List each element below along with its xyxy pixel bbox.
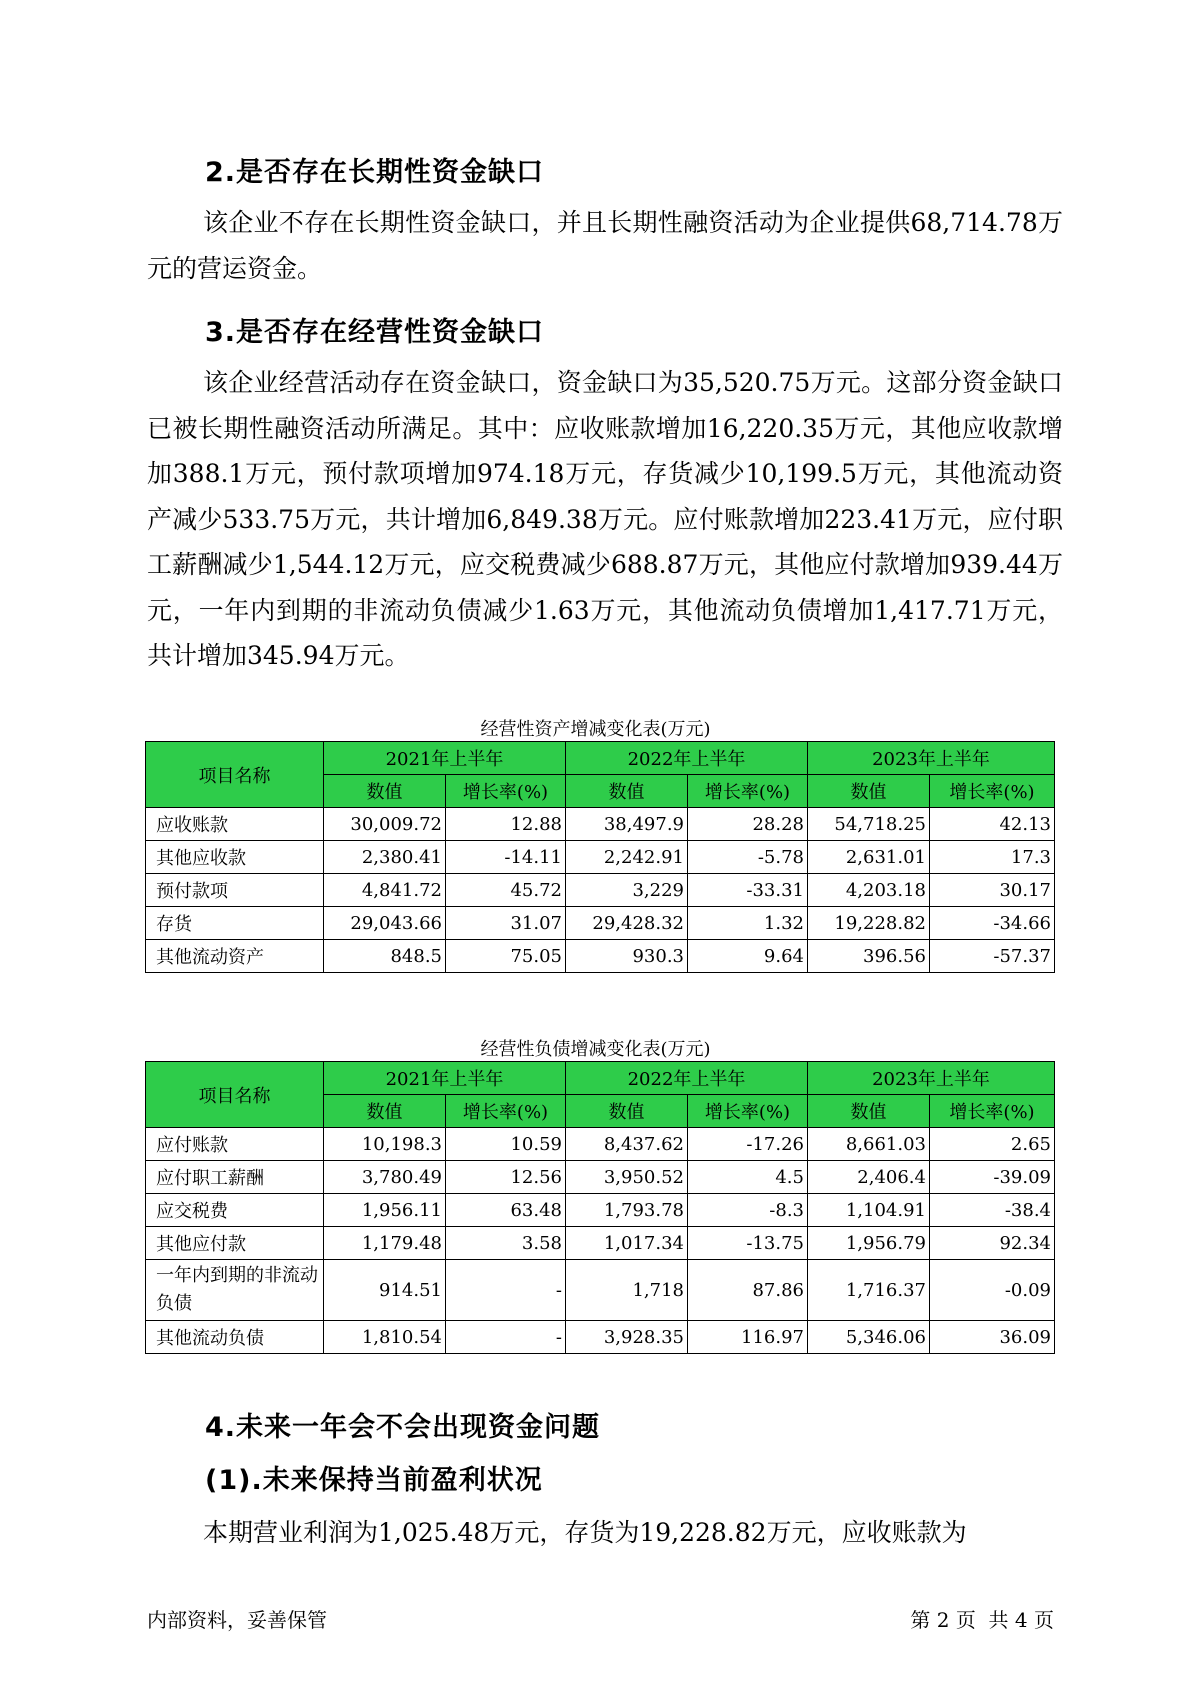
table-subheader: 增长率(%) [930,1095,1055,1128]
row-value: 116.97 [688,1321,808,1354]
section-4-heading: 4.未来一年会不会出现资金问题 [205,1412,601,1443]
row-label: 存货 [146,907,324,940]
table-header-period: 2022年上半年 [566,1062,808,1095]
row-value: 1,716.37 [808,1260,930,1321]
row-value: 87.86 [688,1260,808,1321]
table-subheader: 增长率(%) [930,775,1055,808]
table-subheader: 数值 [808,1095,930,1128]
row-value: -38.4 [930,1194,1055,1227]
row-value: 5,346.06 [808,1321,930,1354]
row-value: 1,956.79 [808,1227,930,1260]
row-label: 预付款项 [146,874,324,907]
table-header-item: 项目名称 [146,1062,324,1128]
row-value: 54,718.25 [808,808,930,841]
row-value: 1,793.78 [566,1194,688,1227]
row-value: 2,380.41 [324,841,446,874]
table1-body [146,808,1055,973]
row-value: 930.3 [566,940,688,973]
table-header-period: 2021年上半年 [324,1062,566,1095]
row-value: 1.32 [688,907,808,940]
table-row [146,874,1055,907]
row-value: 10,198.3 [324,1128,446,1161]
row-value: 1,104.91 [808,1194,930,1227]
row-value: 2,406.4 [808,1161,930,1194]
table-row [146,1321,1055,1354]
table-subheader: 增长率(%) [688,1095,808,1128]
row-value: 45.72 [446,874,566,907]
table-row [146,1227,1055,1260]
row-value: -5.78 [688,841,808,874]
footer-note: 内部资料，妥善保管 [147,1608,327,1632]
row-label: 应交税费 [146,1194,324,1227]
table-header-period: 2023年上半年 [808,742,1055,775]
table-header-period: 2022年上半年 [566,742,808,775]
table-header-period: 2021年上半年 [324,742,566,775]
row-label: 应收账款 [146,808,324,841]
row-value: 10.59 [446,1128,566,1161]
row-value: - [446,1260,566,1321]
row-label: 应付职工薪酬 [146,1161,324,1194]
row-label: 其他流动负债 [146,1321,324,1354]
row-value: - [446,1321,566,1354]
row-value: 12.56 [446,1161,566,1194]
row-value: 3,780.49 [324,1161,446,1194]
table-subheader: 数值 [566,1095,688,1128]
row-value: 30.17 [930,874,1055,907]
table-subheader: 数值 [566,775,688,808]
table-subheader: 数值 [808,775,930,808]
row-value: 29,043.66 [324,907,446,940]
footer-page-number: 第 2 页 共 4 页 [910,1608,1054,1632]
row-value: 36.09 [930,1321,1055,1354]
row-value: 8,661.03 [808,1128,930,1161]
row-value: 4.5 [688,1161,808,1194]
section-2-paragraph: 该企业不存在长期性资金缺口，并且长期性融资活动为企业提供68,714.78万元的营运资金。 [147,208,1063,283]
table-subheader: 增长率(%) [688,775,808,808]
table1-caption: 经营性资产增减变化表(万元) [480,719,711,740]
asset-change-table [145,741,1055,973]
row-value: 9.64 [688,940,808,973]
table-subheader: 增长率(%) [446,1095,566,1128]
table-subheader: 数值 [324,1095,446,1128]
table-row [146,1128,1055,1161]
row-value: -34.66 [930,907,1055,940]
table-row [146,907,1055,940]
row-value: 3,229 [566,874,688,907]
row-value: 2.65 [930,1128,1055,1161]
row-value: -57.37 [930,940,1055,973]
row-value: 38,497.9 [566,808,688,841]
row-value: 1,017.34 [566,1227,688,1260]
table-row [146,1260,1055,1321]
row-value: 31.07 [446,907,566,940]
table2-body [146,1128,1055,1354]
row-value: 4,203.18 [808,874,930,907]
row-value: 2,242.91 [566,841,688,874]
section-4-subheading: (1).未来保持当前盈利状况 [205,1465,543,1496]
row-value: 92.34 [930,1227,1055,1260]
row-value: 3.58 [446,1227,566,1260]
section-3-heading: 3.是否存在经营性资金缺口 [205,317,545,348]
row-value: 1,179.48 [324,1227,446,1260]
table-row [146,1194,1055,1227]
row-value: 8,437.62 [566,1128,688,1161]
row-value: 3,928.35 [566,1321,688,1354]
row-value: 1,956.11 [324,1194,446,1227]
row-value: 12.88 [446,808,566,841]
row-label: 其他应付款 [146,1227,324,1260]
table2-caption: 经营性负债增减变化表(万元) [480,1039,711,1060]
row-value: 28.28 [688,808,808,841]
table-row [146,808,1055,841]
table-subheader: 数值 [324,775,446,808]
table-row [146,940,1055,973]
section-3-paragraph: 该企业经营活动存在资金缺口，资金缺口为35,520.75万元。这部分资金缺口已被长期性融资活动所满足。其中：应收账款增加16,220.35万元，其他应收款增加388.1万元，预付款项增加974.18万元，存货减少10,199.5万元，其他流动资产减少533.75万元，共计增加6,849.38万元。应付账款增加223.41万元，应付职工薪酬减少1,544.12万元，应交税费减少688.87万元，其他应付款增加939.44万元，一年内到期的非流动负债减少1.63万元，其他流动负债增加1,417.71万元，共计增加345.94万元。 [147,368,1063,670]
row-value: 30,009.72 [324,808,446,841]
row-value: 1,810.54 [324,1321,446,1354]
row-value: 848.5 [324,940,446,973]
row-value: 3,950.52 [566,1161,688,1194]
row-value: 914.51 [324,1260,446,1321]
row-value: 63.48 [446,1194,566,1227]
row-value: 75.05 [446,940,566,973]
liability-change-table [145,1061,1055,1354]
row-value: 396.56 [808,940,930,973]
table-header-period: 2023年上半年 [808,1062,1055,1095]
table-subheader: 增长率(%) [446,775,566,808]
row-value: -13.75 [688,1227,808,1260]
row-value: -8.3 [688,1194,808,1227]
row-value: -0.09 [930,1260,1055,1321]
row-value: 19,228.82 [808,907,930,940]
row-value: -33.31 [688,874,808,907]
row-label: 其他流动资产 [146,940,324,973]
row-value: -17.26 [688,1128,808,1161]
section-4-paragraph: 本期营业利润为1,025.48万元，存货为19,228.82万元，应收账款为 [203,1518,967,1547]
row-value: 4,841.72 [324,874,446,907]
row-value: -14.11 [446,841,566,874]
row-value: -39.09 [930,1161,1055,1194]
table-row [146,841,1055,874]
table-header-item: 项目名称 [146,742,324,808]
row-value: 42.13 [930,808,1055,841]
row-value: 2,631.01 [808,841,930,874]
section-2-heading: 2.是否存在长期性资金缺口 [205,157,545,188]
table-row [146,1161,1055,1194]
row-value: 17.3 [930,841,1055,874]
row-label: 一年内到期的非流动负债 [146,1260,324,1321]
row-value: 1,718 [566,1260,688,1321]
row-value: 29,428.32 [566,907,688,940]
row-label: 应付账款 [146,1128,324,1161]
row-label: 其他应收款 [146,841,324,874]
